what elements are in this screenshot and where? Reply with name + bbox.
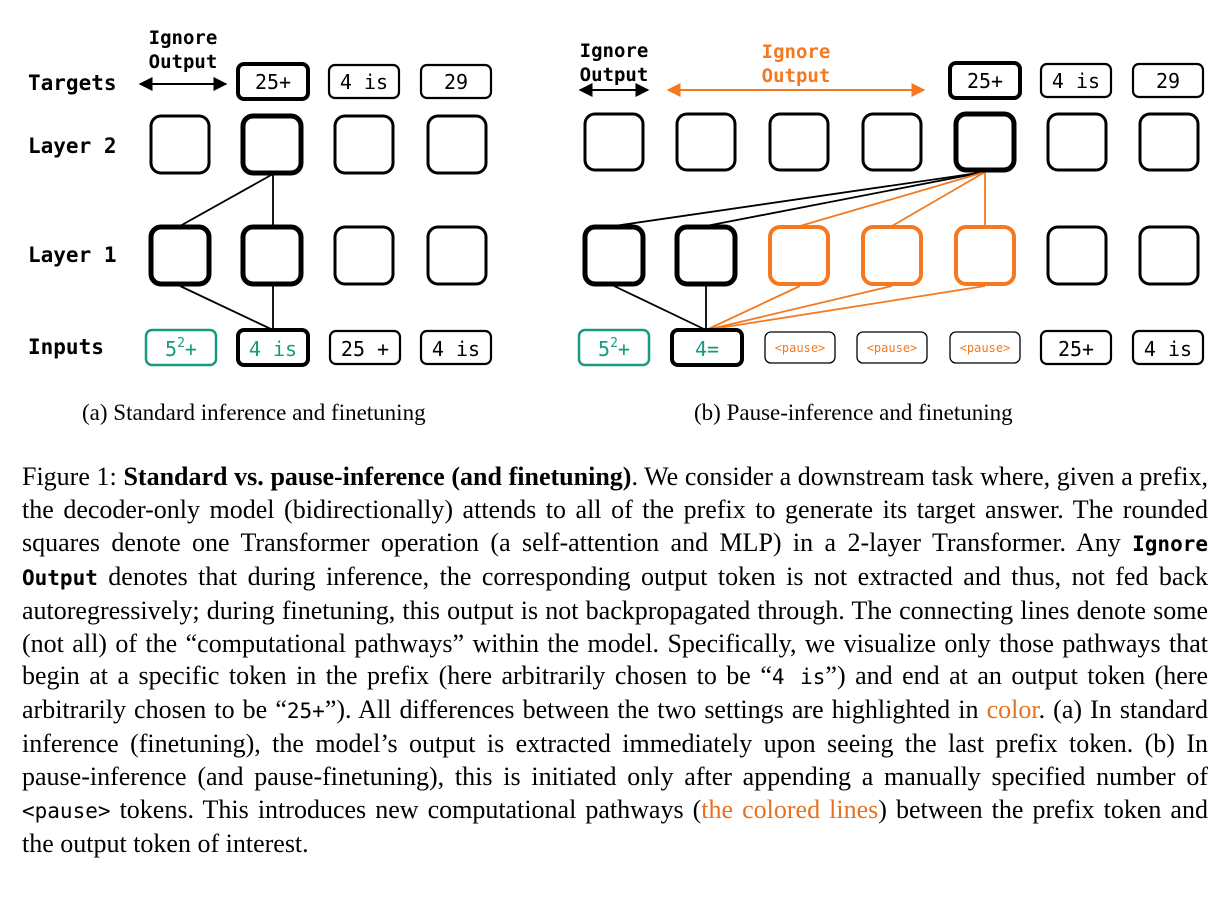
layer2-block [335,116,393,173]
layer2-block [677,114,735,170]
layer1-block [1048,227,1106,284]
caption-text: ”). All differences between the two settings are highlighted in [324,695,987,725]
caption-colored-text: the colored lines [701,795,879,825]
caption-text: . We consider a downstream task where, given a prefix, the decoder-only model (bidirectionally) attends to all of the prefix to generate its target answer. The rounded squares denote one Transformer operation (a self-attention and MLP) in a 2-layer Transformer. Any [22,462,1208,557]
pause-token: <pause> [959,341,1011,355]
layer2-block [151,116,209,173]
ignore-output-colored-line2: Output [761,65,831,87]
panel-a [28,27,491,365]
layer1-block [428,227,486,284]
ignore-output-label-line2: Output [148,51,218,73]
caption-text: ”) and end at an output token (here arbitrarily chosen to be “ [22,661,1208,725]
caption-text: tokens. This introduces new computational pathways ( [110,795,702,825]
row-label-layer2: Layer 2 [28,134,117,158]
target-token: 25+ [966,69,1004,93]
layer1-block-highlighted [243,227,301,284]
caption-code: <pause> [22,799,111,824]
layer1-block [1140,227,1198,284]
pause-token: <pause> [866,341,918,355]
subcaption-b: (b) Pause-inference and finetuning [694,400,1013,425]
figure-diagram [0,0,1226,440]
layer1-block-colored [770,227,828,284]
input-token: 4 is [1143,337,1193,361]
target-token: 29 [1155,69,1181,93]
caption-label: Figure 1: [22,462,124,491]
target-token: 29 [443,70,469,94]
layer2-block [428,116,486,173]
pathway-line-colored [800,172,985,226]
caption-colored-text: color [986,695,1039,725]
caption-title: Standard vs. pause-inference (and finetuning) [123,462,632,491]
pathway-line [706,172,985,226]
layer1-block-highlighted [151,227,209,284]
layer2-block [1140,114,1198,170]
ignore-output-label-line1: Ignore [579,40,649,62]
layer2-block-highlighted [956,114,1014,170]
ignore-output-colored-line1: Ignore [761,41,831,63]
layer1-block-highlighted [585,227,643,284]
layer1-block-colored [863,227,921,284]
layer2-block [1048,114,1106,170]
row-label-layer1: Layer 1 [28,243,117,267]
caption-code: Ignore Output [22,531,1208,590]
pause-token: <pause> [774,341,826,355]
input-token: $5^2+$ [165,336,197,361]
input-token: $5^2+$ [598,336,630,361]
panel-b [579,40,1203,365]
subcaption-a: (a) Standard inference and finetuning [82,400,426,425]
input-token: 4= [694,337,720,361]
caption-text: denotes that during inference, the corresponding output token is not extracted and thus, not fed back autoregressively; during finetuning, this output is not backpropagated through. The connecting lines denote some (not all) of the “computational pathways” within the model. Specifically, we visualize only those pathways that begin at a specific token in the prefix (here arbitrarily chosen to be “ [22,561,1208,691]
caption-text: ) between the prefix token and the output token of interest. [22,795,1208,858]
caption-code: 25+ [286,699,325,724]
pathway-line [614,286,706,330]
target-token: 4 is [1051,69,1101,93]
layer1-block-highlighted [677,227,735,284]
row-label-targets: Targets [28,71,117,95]
pathway-line [180,174,273,226]
input-token: 25+ [1057,337,1095,361]
ignore-output-label-line2: Output [579,64,649,86]
row-label-inputs: Inputs [28,335,104,359]
pathway-line-colored [706,286,892,330]
target-token: 25+ [254,70,292,94]
target-token: 4 is [339,70,389,94]
layer2-block [863,114,921,170]
pathway-line [614,172,985,226]
pathway-line-colored [706,286,985,330]
pathway-line [180,286,273,330]
layer2-block [770,114,828,170]
figure-caption [22,461,1208,861]
layer1-block [335,227,393,284]
input-token: 4 is [431,337,481,361]
caption-code: 4 is [771,665,826,690]
layer1-block-colored [956,227,1014,284]
ignore-output-label-line1: Ignore [148,27,218,49]
layer2-block-highlighted [243,116,301,173]
layer2-block [585,114,643,170]
caption-text: . (a) In standard inference (finetuning), the model’s output is extracted immediately upon seeing the last prefix token. (b) In pause-inference (and pause-finetuning), this is initiated only after appending a manually specified number of [22,695,1208,792]
input-token: 25 + [340,337,390,361]
input-token: 4 is [248,337,298,361]
